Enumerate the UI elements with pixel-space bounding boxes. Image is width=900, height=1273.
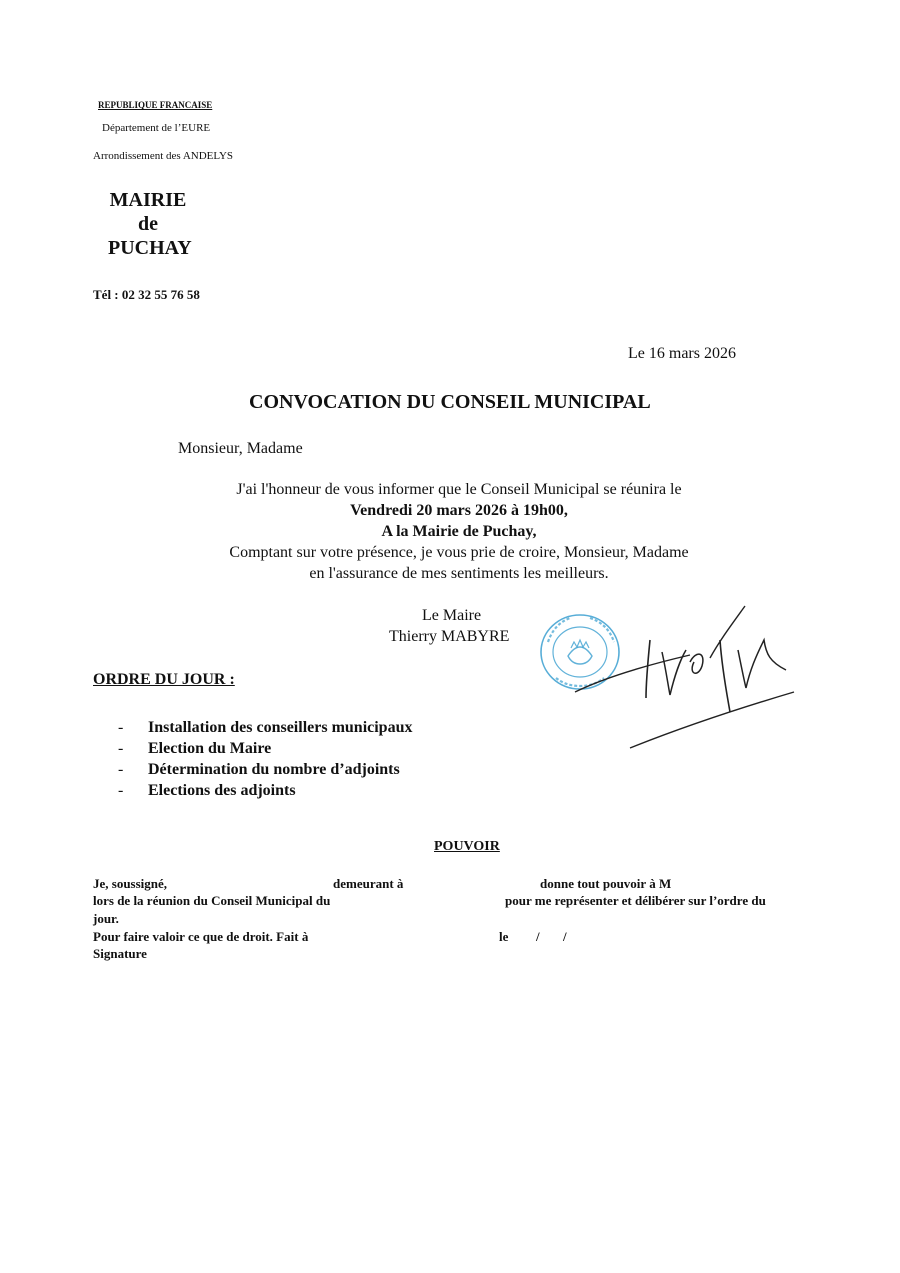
pouvoir-lors: lors de la réunion du Conseil Municipal du xyxy=(93,893,331,908)
agenda-heading: ORDRE DU JOUR : xyxy=(93,671,235,688)
salutation: Monsieur, Madame xyxy=(178,440,303,457)
pouvoir-signature-label: Signature xyxy=(93,946,147,961)
pouvoir-pour-me: pour me représenter et délibérer sur l’ordre du xyxy=(505,893,766,908)
phone-number: Tél : 02 32 55 76 58 xyxy=(93,287,200,302)
body-line-5: en l'assurance de mes sentiments les meilleurs. xyxy=(309,565,609,582)
agenda-item: - Installation des conseillers municipaux xyxy=(118,719,413,736)
mairie-line-1: MAIRIE xyxy=(109,189,187,211)
pouvoir-soussigne: Je, soussigné, xyxy=(93,876,168,891)
pouvoir-donne: donne tout pouvoir à M xyxy=(540,876,672,891)
document-date: Le 16 mars 2026 xyxy=(628,345,736,362)
pouvoir-heading: POUVOIR xyxy=(434,839,500,854)
mairie-heading xyxy=(108,188,192,260)
body-line-4: Comptant sur votre présence, je vous prie de croire, Monsieur, Madame xyxy=(229,544,689,561)
agenda-item-label: Election du Maire xyxy=(148,740,272,757)
pouvoir-date-slash: / xyxy=(536,929,540,944)
republique-label: REPUBLIQUE FRANCAISE xyxy=(98,100,213,110)
signatory-name: Thierry MABYRE xyxy=(389,628,510,645)
arrondissement-label: Arrondissement des ANDELYS xyxy=(93,150,234,162)
agenda-item-label: Détermination du nombre d’adjoints xyxy=(148,761,400,778)
mairie-line-3: PUCHAY xyxy=(108,237,192,259)
pouvoir-date-slash: / xyxy=(563,929,567,944)
agenda-list xyxy=(118,717,412,801)
agenda-item: - Election du Maire xyxy=(118,740,272,757)
handwritten-signature xyxy=(570,600,800,755)
agenda-item: - Détermination du nombre d’adjoints xyxy=(118,761,400,778)
departement-label: Département de l’EURE xyxy=(102,122,211,134)
agenda-item-label: Elections des adjoints xyxy=(148,782,296,799)
pouvoir-jour: jour. xyxy=(93,911,119,926)
document-title: CONVOCATION DU CONSEIL MUNICIPAL xyxy=(249,391,651,413)
body-line-1: J'ai l'honneur de vous informer que le Conseil Municipal se réunira le xyxy=(236,481,682,498)
body-line-3: A la Mairie de Puchay, xyxy=(381,523,537,540)
body-line-2: Vendredi 20 mars 2026 à 19h00, xyxy=(350,502,568,519)
signatory-role: Le Maire xyxy=(422,607,482,624)
pouvoir-demeurant: demeurant à xyxy=(333,876,404,891)
agenda-item: - Elections des adjoints xyxy=(118,782,296,799)
pouvoir-faire-valoir: Pour faire valoir ce que de droit. Fait à xyxy=(93,929,309,944)
mairie-line-2: de xyxy=(138,213,158,235)
pouvoir-le: le xyxy=(499,929,509,944)
agenda-item-label: Installation des conseillers municipaux xyxy=(148,719,413,736)
